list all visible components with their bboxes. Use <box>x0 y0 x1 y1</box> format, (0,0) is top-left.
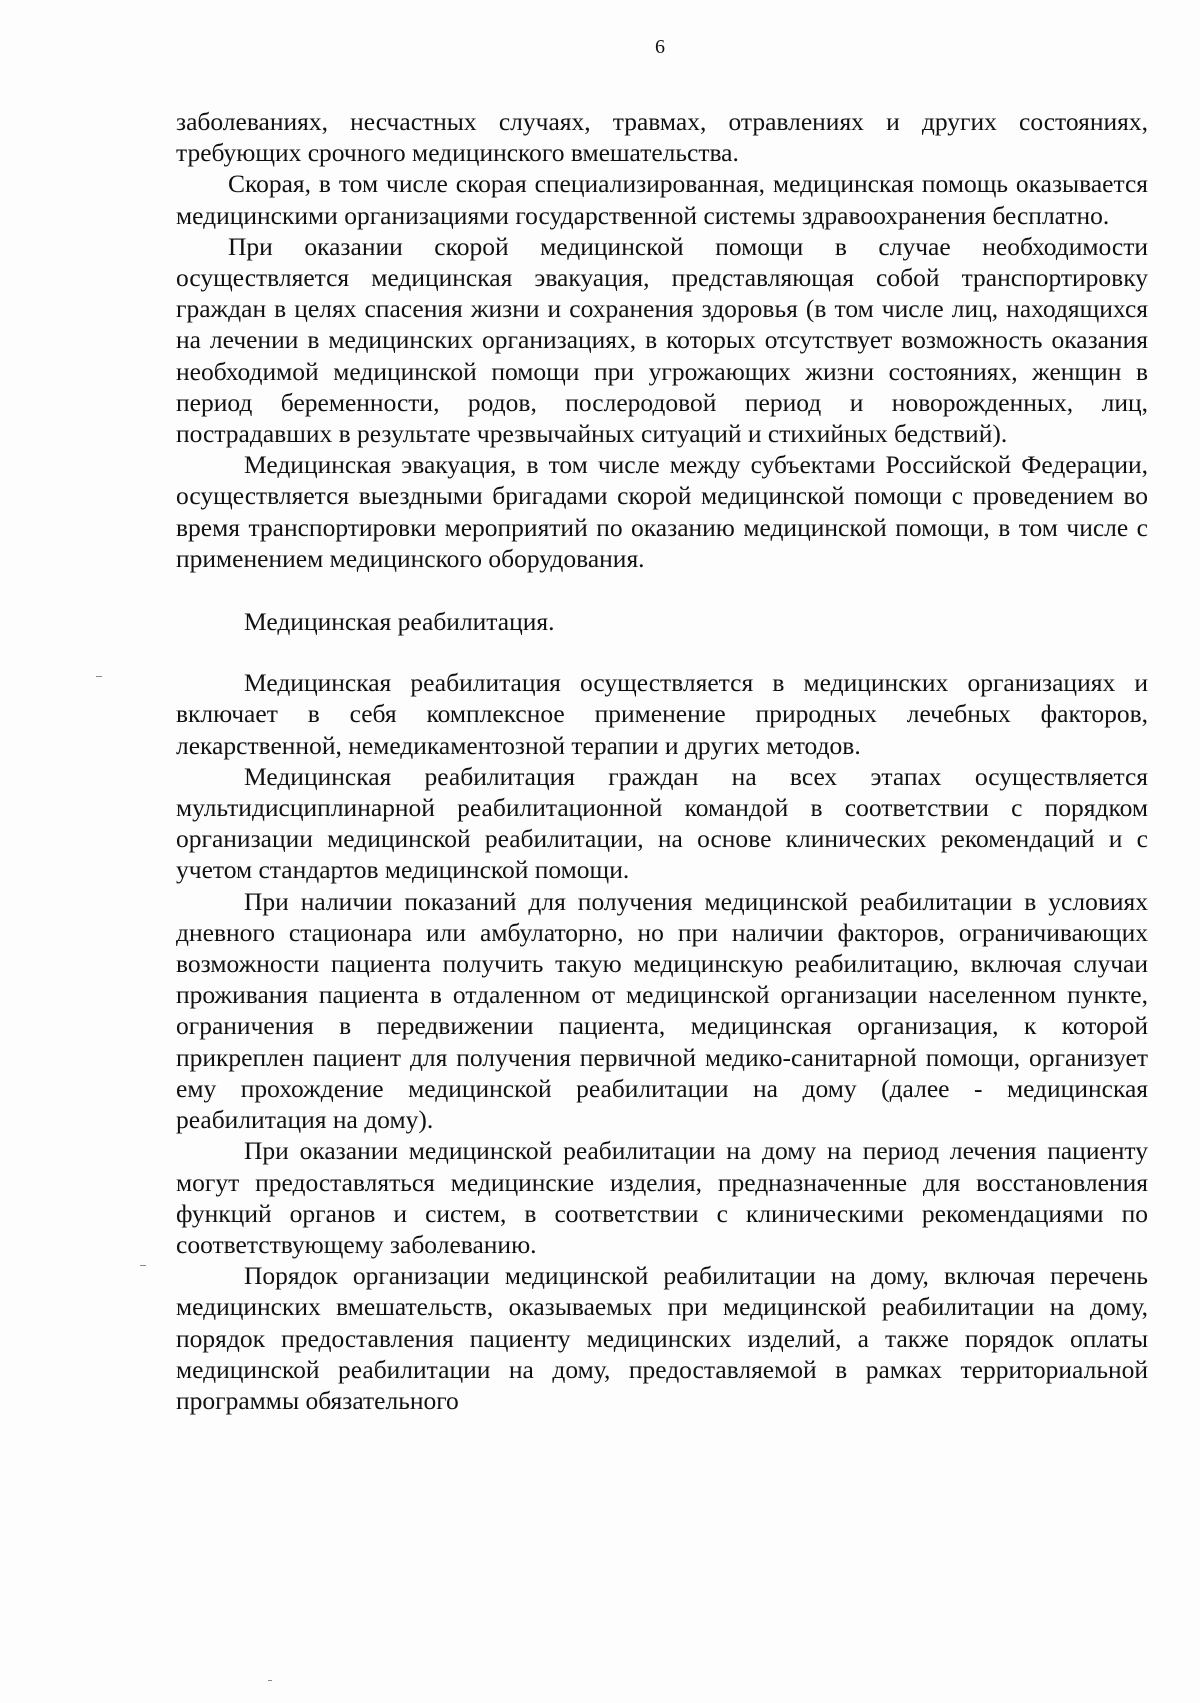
paragraph-continuation: заболеваниях, несчастных случаях, травмах, отравлениях и других состояниях, требующих срочного медицинского вмешательства. <box>176 107 1148 168</box>
document-body <box>176 106 1148 1416</box>
paragraph-ambulance-free: Скорая, в том числе скорая специализированная, медицинская помощь оказывается медицинскими организациями государственной системы здравоохранения бесплатно. <box>176 169 1148 230</box>
paragraph-rehab-devices: При оказании медицинской реабилитации на дому на период лечения пациенту могут предоставляться медицинские изделия, предназначенные для восстановления функций органов и систем, в соответствии с клиническими рекомендациями по соответствующему заболеванию. <box>176 1136 1148 1259</box>
paragraph-rehab-team: Медицинская реабилитация граждан на всех этапах осуществляется мультидисциплинарной реабилитационной командой в соответствии с порядком организации медицинской реабилитации, на основе клинических рекомендаций и с учетом стандартов медицинской помощи. <box>176 761 1148 885</box>
page-number: 6 <box>655 36 665 58</box>
scan-artifact-mark <box>268 1680 272 1681</box>
paragraph-rehab-at-home: При наличии показаний для получения медицинской реабилитации в условиях дневного стационара или амбулаторно, но при наличии факторов, ограничивающих возможности пациента получить такую медицинскую реабилитацию, включая случаи проживания пациента в отдаленном от медицинской организации населенном пункте, ограничения в передвижении пациента, медицинская организация, к которой прикреплен пациент для получения первичной медико-санитарной помощи, организует ему прохождение медицинской реабилитации на дому (далее - медицинская реабилитация на дому). <box>176 886 1148 1135</box>
paragraph-rehab-procedure: Порядок организации медицинской реабилитации на дому, включая перечень медицинских вмешательств, оказываемых при медицинской реабилитации на дому, порядок предоставления пациенту медицинских изделий, а также порядок оплаты медицинской реабилитации на дому, предоставляемой в рамках территориальной программы обязательного <box>176 1261 1148 1415</box>
scan-artifact-mark <box>96 676 102 677</box>
section-heading-rehabilitation: Медицинская реабилитация. <box>244 607 555 637</box>
paragraph-evacuation-brigades: Медицинская эвакуация, в том числе между субъектами Российской Федерации, осуществляется выездными бригадами скорой медицинской помощи с проведением во время транспортировки мероприятий по оказанию медицинской помощи, в том числе с применением медицинского оборудования. <box>176 450 1148 573</box>
paragraph-rehab-definition: Медицинская реабилитация осуществляется в медицинских организациях и включает в себя комплексное применение природных лечебных факторов, лекарственной, немедикаментозной терапии и других методов. <box>176 668 1148 760</box>
paragraph-medical-evacuation: При оказании скорой медицинской помощи в случае необходимости осуществляется медицинская эвакуация, представляющая собой транспортировку граждан в целях спасения жизни и сохранения здоровья (в том числе лиц, находящихся на лечении в медицинских организациях, в которых отсутствует возможность оказания необходимой медицинской помощи при угрожающих жизни состояниях, женщин в период беременности, родов, послеродовой период и новорожденных, лиц, пострадавших в результате чрезвычайных ситуаций и стихийных бедствий). <box>176 231 1148 449</box>
scan-artifact-mark <box>140 1265 146 1266</box>
